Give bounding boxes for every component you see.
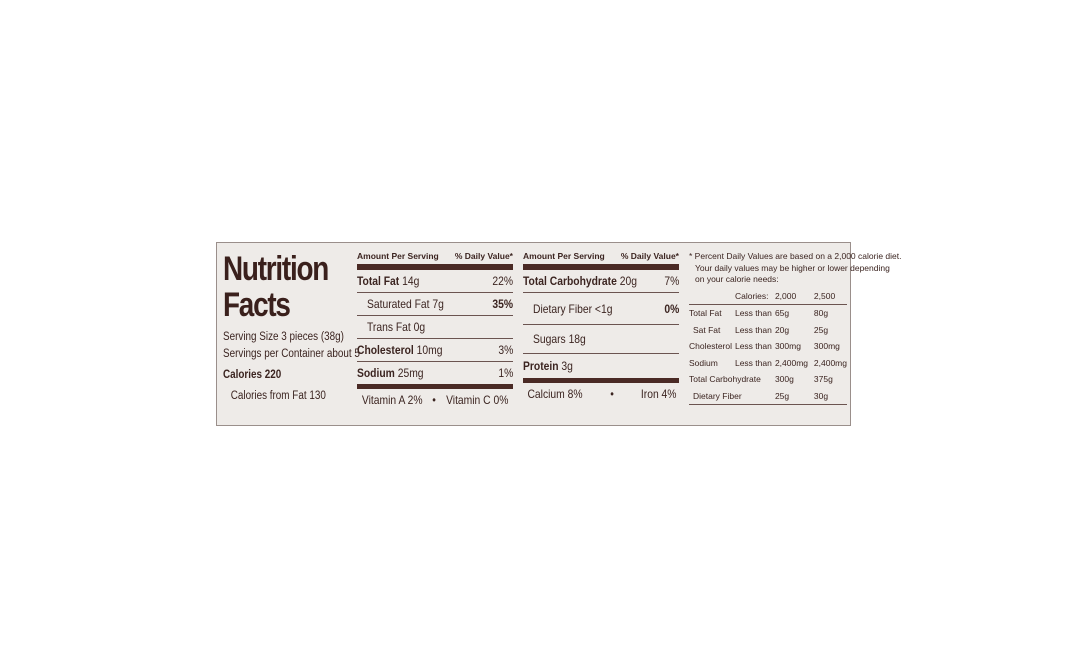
nutrient-amount: 20g	[619, 274, 637, 288]
label-title-column	[223, 250, 360, 405]
nutrient-name: Dietary Fiber <1g	[533, 301, 613, 316]
table-cell: Sat Fat	[693, 324, 721, 335]
left-header	[357, 251, 513, 270]
table-cell: Less than	[734, 308, 772, 319]
amount-per-serving-label: Amount Per Serving	[357, 251, 439, 261]
vitamin-row	[357, 389, 513, 411]
nutrient-dv: 1%	[498, 366, 513, 380]
vitamin-c: Vitamin C 0%	[445, 393, 508, 407]
nutrient-row-sugars	[523, 325, 679, 354]
table-row	[689, 355, 847, 372]
nutrient-dv: 22%	[492, 274, 513, 288]
table-cell: Sodium	[689, 357, 718, 368]
bullet-separator: •	[610, 387, 615, 401]
table-cell: Less than	[734, 341, 772, 352]
nutrient-name: Trans Fat 0g	[367, 320, 426, 334]
calories: Calories 220	[223, 369, 282, 381]
table-row	[689, 388, 847, 405]
table-cell: Cholesterol	[689, 341, 732, 352]
nutrient-dv: 0%	[664, 301, 679, 316]
table-row	[689, 305, 847, 322]
table-header-row	[689, 288, 847, 305]
nutrient-name: Cholesterol	[357, 343, 414, 357]
nutrient-name: Sugars 18g	[533, 332, 586, 346]
table-cell: 300g	[774, 374, 794, 385]
nutrient-row-trans-fat	[357, 316, 513, 339]
footnote-line: Your daily values may be higher or lower depending	[695, 262, 890, 273]
nutrition-facts-label	[216, 242, 902, 426]
table-cell: Total Fat	[689, 308, 722, 319]
table-cell: 25g	[813, 324, 829, 335]
table-cell: Total Carbohydrate	[689, 374, 761, 385]
serving-size: Serving Size 3 pieces (38g)	[223, 331, 344, 343]
footnote-line: on your calorie needs:	[695, 274, 779, 284]
right-header	[523, 251, 679, 270]
table-cell: 2,000	[775, 288, 814, 305]
nutrient-row-saturated-fat	[357, 293, 513, 316]
daily-values-table	[689, 288, 847, 406]
bullet-separator: •	[432, 393, 436, 407]
table-cell: Less than	[734, 357, 772, 368]
table-cell: Dietary Fiber	[689, 388, 775, 405]
nutrient-name: Saturated Fat 7g	[367, 297, 444, 311]
calcium: Calcium 8%	[527, 387, 583, 401]
table-cell: 20g	[774, 324, 790, 335]
footnote-column	[689, 251, 902, 405]
nutrient-dv: 35%	[492, 297, 513, 311]
iron: Iron 4%	[640, 387, 677, 401]
table-cell: 65g	[774, 308, 790, 319]
table-row	[689, 338, 847, 355]
nutrient-name: Sodium	[357, 366, 395, 380]
table-cell: 80g	[813, 308, 829, 319]
vitamin-a: Vitamin A 2%	[361, 393, 423, 407]
nutrient-row-sodium	[357, 362, 513, 389]
table-cell: 2,400mg	[774, 357, 809, 368]
daily-value-label: % Daily Value*	[620, 251, 679, 261]
nutrient-row-dietary-fiber	[523, 293, 679, 325]
nutrient-amount: 25mg	[397, 366, 424, 380]
table-cell: 25g	[775, 388, 814, 405]
table-cell: Less than	[734, 324, 772, 335]
table-cell	[689, 288, 735, 305]
servings-per-container: Servings per Container about 5	[223, 348, 360, 360]
nutrients-left-column	[357, 251, 513, 411]
mineral-row	[523, 383, 679, 405]
nutrient-row-protein	[523, 354, 679, 383]
footnote	[689, 251, 902, 286]
table-cell: 30g	[814, 388, 847, 405]
daily-value-label: % Daily Value*	[454, 251, 513, 261]
label-title-line2: Facts	[223, 286, 290, 324]
nutrient-amount: 14g	[402, 274, 420, 288]
table-cell: 300mg	[774, 341, 801, 352]
table-cell: Calories:	[735, 288, 775, 305]
nutrient-dv: 7%	[664, 274, 679, 288]
nutrient-amount: 10mg	[416, 343, 443, 357]
nutrients-right-column	[523, 251, 679, 405]
nutrient-name: Total Fat	[357, 274, 400, 288]
footnote-line: * Percent Daily Values are based on a 2,000 calorie diet.	[689, 251, 902, 261]
amount-per-serving-label: Amount Per Serving	[523, 251, 605, 261]
nutrient-row-total-carbohydrate	[523, 270, 679, 293]
nutrient-dv: 3%	[498, 343, 513, 357]
table-cell: 2,500	[814, 288, 847, 305]
table-cell: 375g	[813, 374, 833, 385]
table-cell: 300mg	[813, 341, 840, 352]
nutrient-name: Total Carbohydrate	[523, 274, 617, 288]
table-row	[689, 371, 847, 388]
nutrient-amount: 3g	[561, 359, 573, 373]
nutrient-row-cholesterol	[357, 339, 513, 362]
label-title-line1: Nutrition	[223, 250, 329, 288]
table-cell: 2,400mg	[813, 357, 847, 368]
calories-from-fat: Calories from Fat 130	[230, 390, 326, 402]
nutrient-row-total-fat	[357, 270, 513, 293]
nutrient-name: Protein	[523, 359, 559, 373]
table-row	[689, 322, 847, 339]
